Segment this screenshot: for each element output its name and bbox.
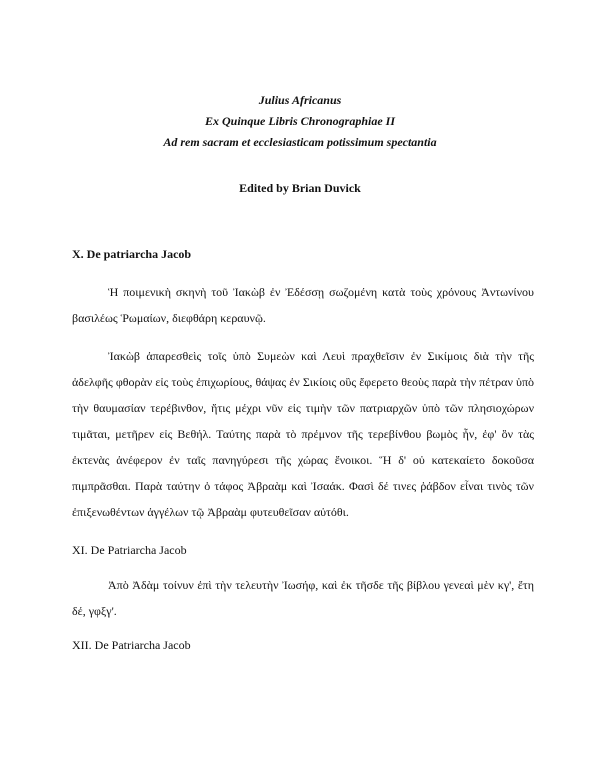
- section-heading-x: X. De patriarcha Jacob: [72, 247, 192, 261]
- paragraph: Ἰακὼβ ἀπαρεσθεὶς τοῖς ὑπὸ Συμεὼν καὶ Λευὶ πραχθεῖσιν ἐν Σικίμοις διὰ τὴν τῆς ἀδελφῆς φθορὰν εἰς τοὺς ἐπιχωρίους, θάψας ἐν Σικίοις οὓς ἔφερετο θεοὺς παρὰ τὴν πέτραν ὑπὸ τὴν θαυμασίαν τερέβινθον, ἥτις μέχρι νῦν εἰς τιμὴν τῶν πατριαρχῶν ὑπὸ τῶν πλησιοχώρων τιμᾶται, μετῆρεν εἰς Βεθήλ. Ταύτης παρὰ τὸ πρέμνον τῆς τερεβίνθου βωμὸς ἦν, ἐφ' ὃν τὰς ἐκτενὰς ἀνέφερον ἐν ταῖς πανηγύρεσι τῆς χώρας ἔνοικοι. Ἥ δ' οὐ κατεκαίετο δοκοῦσα πιμπρᾶσθαι. Παρὰ ταύτην ὁ τάφος Ἀβραὰμ καὶ Ἰσαάκ. Φασὶ δέ τινες ῥάβδον εἶναι τινὸς τῶν ἐπιξενωθέντων ἀγγέλων τῷ Ἀβραὰμ φυτευθεῖσαν αὐτόθι.: [72, 349, 534, 519]
- section-heading-xi: XI. De Patriarcha Jacob: [72, 543, 187, 557]
- section-heading-xii: XII. De Patriarcha Jacob: [72, 638, 191, 652]
- author-title: Julius Africanus: [258, 93, 342, 107]
- paragraph: Ἀπὸ Ἀδὰμ τοίνυν ἐπὶ τὴν τελευτὴν Ἰωσήφ, καὶ ἐκ τῆσδε τῆς βίβλου γενεαὶ μὲν κγ', ἔτη δέ, γφξγ'.: [72, 578, 534, 618]
- work-subtitle: Ad rem sacram et ecclesiasticam potissimum spectantia: [163, 135, 437, 149]
- title-block: [0, 90, 600, 153]
- paragraph: Ἡ ποιμενικὴ σκηνὴ τοῦ Ἰακὼβ ἐν Ἐδέσσῃ σωζομένη κατὰ τοὺς χρόνους Ἀντωνίνου βασιλέως Ῥωμαίων, διεφθάρη κεραυνῷ.: [72, 285, 534, 325]
- work-title: Ex Quinque Libris Chronographiae II: [204, 114, 396, 128]
- editor-credit: Edited by Brian Duvick: [239, 181, 361, 195]
